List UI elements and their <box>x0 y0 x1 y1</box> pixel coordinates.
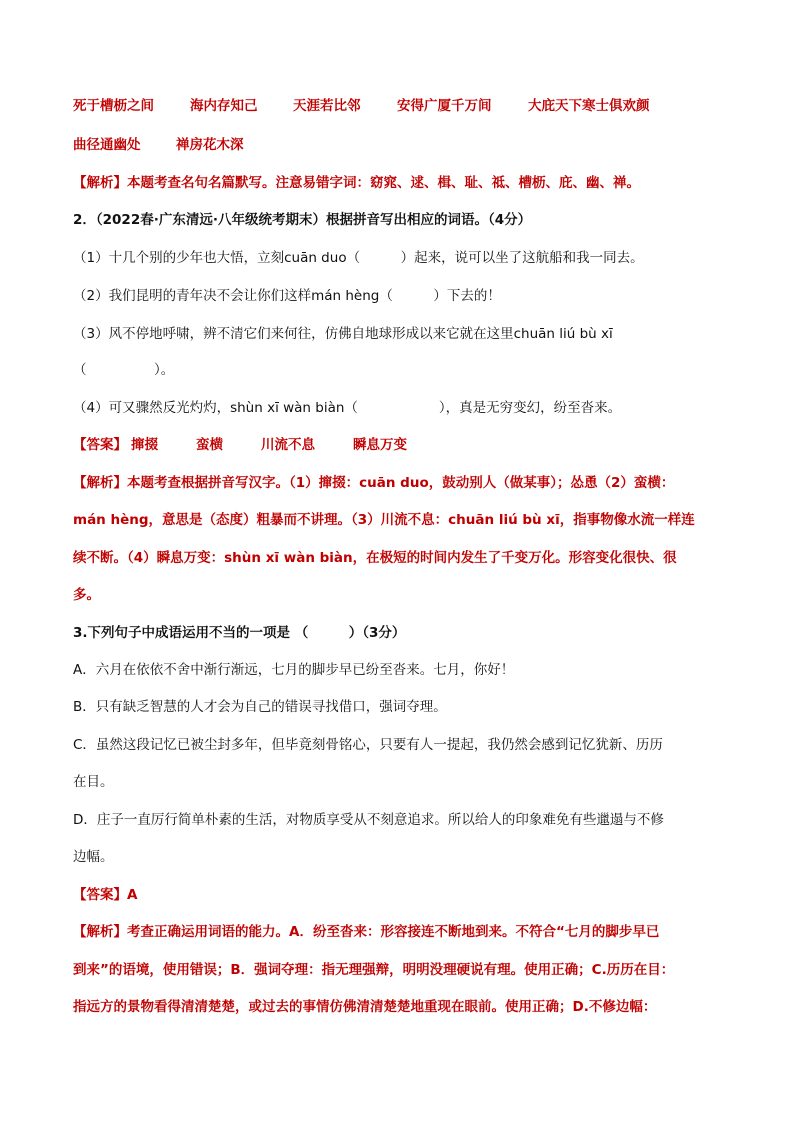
q2-item-2: （2）我们昆明的青年决不会让你们这样mán hèng（ ）下去的！ <box>73 288 501 304</box>
analysis-text: 考查正确运用词语的能力。A．纷至沓来：形容接连不断地到来。不符合“七月的脚步早已 <box>127 924 660 940</box>
answer-item: 瞬息万变 <box>353 437 407 453</box>
q3-analysis-line-3: 指远方的景物看得清清楚楚，或过去的事情仿佛清清楚楚地重现在眼前。使用正确；D.不修边幅： <box>73 999 657 1015</box>
q2-analysis-line-1 <box>73 473 674 493</box>
answer-item: 禅房花木深 <box>176 137 244 153</box>
q3-option-c-line-1: C．虽然这段记忆已被尘封多年，但毕竟刻骨铭心，只要有人一提起，我仍然会感到记忆犹新、历历 <box>73 737 663 753</box>
q2-item-1: （1）十几个别的少年也大悟，立刻cuān duo（ ）起来，说可以坐了这航船和我一同去。 <box>73 250 644 266</box>
answer-item: 死于槽枥之间 <box>73 98 154 114</box>
q2-analysis-line-2: mán hèng，意思是（态度）粗暴而不讲理。（3）川流不息：chuān liú bù xī，指事物像水流一样连 <box>73 512 695 528</box>
q2-item-3-blank: （ ）。 <box>73 362 175 378</box>
q3-analysis-line-2: 到来”的语境，使用错误；B．强词夺理：指无理强辩，明明没理硬说有理。使用正确；C.历历在目： <box>73 962 675 978</box>
q3-analysis-line-1 <box>73 922 659 942</box>
q3-option-d-line-2: 边幅。 <box>73 849 114 865</box>
answer-item: 安得广厦千万间 <box>397 98 492 114</box>
analysis-tag: 【解析】 <box>73 175 127 191</box>
answer-value: A <box>127 887 138 903</box>
answer-item: 大庇天下寒士俱欢颜 <box>528 98 650 114</box>
answer-item: 川流不息 <box>261 437 315 453</box>
analysis-text: 本题考查根据拼音写汉字。（1）撺掇：cuān duo，鼓动别人（做某事）；怂恿（2）蛮横： <box>127 475 675 491</box>
q2-item-3: （3）风不停地呼啸，辨不清它们来何往，仿佛自地球形成以来它就在这里chuān liú bù xī <box>73 326 613 342</box>
q3-title: 3.下列句子中成语运用不当的一项是 （ ）（3分） <box>73 625 406 641</box>
answer-item: 撺掇 <box>131 437 158 453</box>
answer-item: 海内存知己 <box>190 98 258 114</box>
q3-answer <box>73 885 137 905</box>
q2-item-4: （4）可又骤然反光灼灼，shùn xī wàn biàn（ ），真是无穷变幻，纷至沓来。 <box>73 400 622 416</box>
analysis-tag: 【解析】 <box>73 475 127 491</box>
analysis-tag: 【解析】 <box>73 924 127 940</box>
q2-title: 2．（2022春·广东清远·八年级统考期末）根据拼音写出相应的词语。（4分） <box>73 212 532 228</box>
answer-item: 蛮横 <box>196 437 223 453</box>
answer-tag: 【答案】 <box>73 437 127 453</box>
q1-analysis <box>73 173 640 193</box>
answer-item: 曲径通幽处 <box>73 137 141 153</box>
analysis-text: 本题考查名句名篇默写。注意易错字词：窈窕、逑、楫、耻、祗、槽枥、庇、幽、禅。 <box>127 175 640 191</box>
q3-option-d-line-1: D．庄子一直厉行简单朴素的生活，对物质享受从不刻意追求。所以给人的印象难免有些邋遢与不修 <box>73 812 664 828</box>
q2-analysis-line-4: 多。 <box>73 587 100 603</box>
q3-option-a: A．六月在依依不舍中渐行渐远，七月的脚步早已纷至沓来。七月，你好！ <box>73 662 515 678</box>
answer-item: 天涯若比邻 <box>293 98 361 114</box>
q2-answer <box>73 435 407 455</box>
answer-tag: 【答案】 <box>73 887 127 903</box>
q2-analysis-line-3: 续不断。（4）瞬息万变：shùn xī wàn biàn，在极短的时间内发生了千变万化。形容变化很快、很 <box>73 550 677 566</box>
q3-option-b: B．只有缺乏智慧的人才会为自己的错误寻找借口，强词夺理。 <box>73 699 447 715</box>
q3-option-c-line-2: 在目。 <box>73 774 114 790</box>
